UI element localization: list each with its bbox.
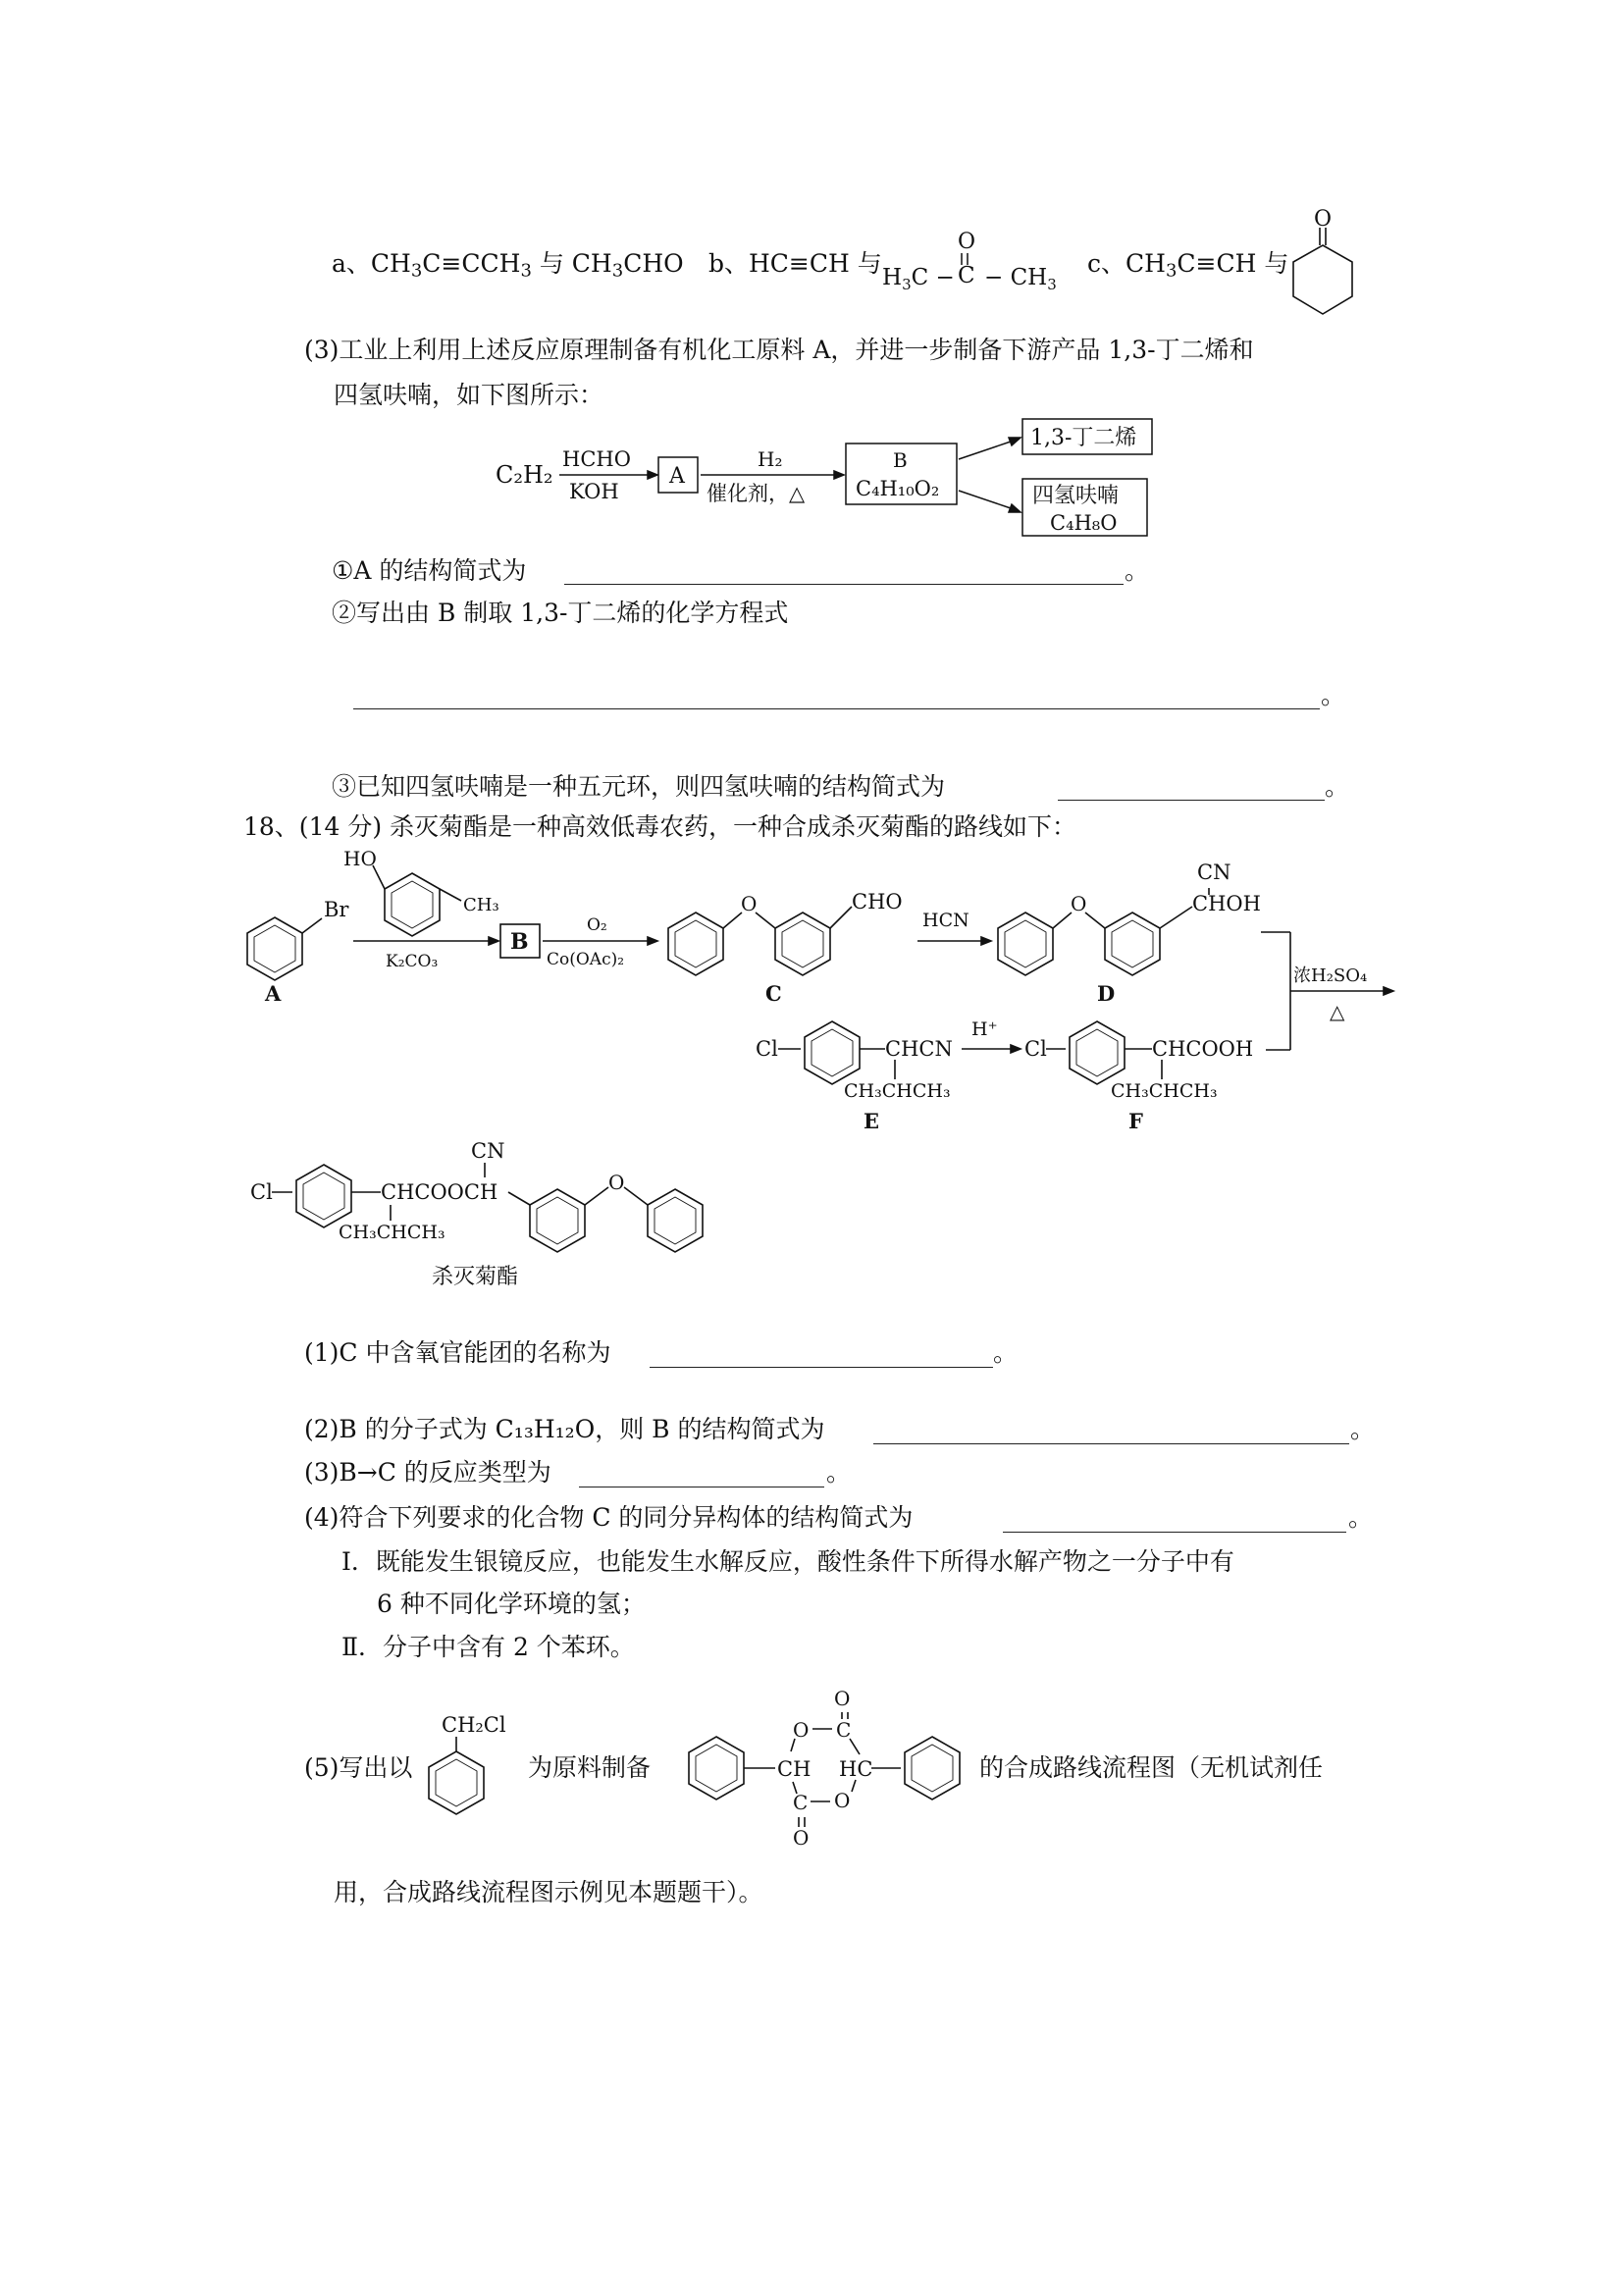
q3-line2: 四氢呋喃，如下图所示：	[334, 381, 604, 409]
ring-lact-left	[689, 1737, 744, 1800]
q18-sub1-blank[interactable]	[650, 1367, 993, 1368]
cyclohexanone-structure	[1293, 207, 1352, 314]
box-b: B	[510, 929, 529, 955]
q18-sub2-end: 。	[1350, 1415, 1376, 1443]
q5-structures	[429, 1687, 960, 1850]
q18-sub3-end: 。	[826, 1458, 852, 1487]
acetone-structure	[882, 230, 1057, 293]
box-b-bottom: C₄H₁₀O₂	[856, 477, 940, 500]
scheme-18	[247, 847, 1393, 1289]
box-a: A	[669, 464, 685, 489]
ch2cl-label: CH₂Cl	[442, 1713, 506, 1737]
q18-cond2: Ⅱ．分子中含有 2 个苯环。	[341, 1633, 635, 1661]
q3-sub3-end: 。	[1325, 772, 1350, 801]
product-name: 杀灭菊酯	[432, 1265, 519, 1289]
cyclohexanone-o: O	[1314, 207, 1333, 232]
d-cn: CN	[1197, 861, 1231, 884]
q18-sub2-blank[interactable]	[873, 1443, 1349, 1444]
prod-thf: 四氢呋喃	[1032, 484, 1120, 508]
c2h2: C₂H₂	[496, 461, 553, 489]
q18-heading: 18、(14 分) 杀灭菊酯是一种高效低毒农药，一种合成杀灭菊酯的路线如下：	[243, 812, 1077, 841]
ring-lact-right	[905, 1737, 960, 1800]
q3-sub1-blank[interactable]	[564, 584, 1124, 585]
label-a: A	[265, 981, 282, 1006]
q3-sub3-blank[interactable]	[1058, 800, 1325, 801]
q18-sub5-mid: 为原料制备	[528, 1753, 652, 1782]
q18-sub4: (4)符合下列要求的化合物 C 的同分异构体的结构简式为	[304, 1503, 914, 1532]
q18-sub2: (2)B 的分子式为 C₁₃H₁₂O，则 B 的结构简式为	[304, 1415, 825, 1443]
option-b-prefix: b、HC≡CH 与	[708, 249, 882, 278]
label-f: F	[1128, 1109, 1143, 1133]
opt-c-prefix: c、CH	[1087, 249, 1166, 278]
reagent-hcho: HCHO	[562, 447, 631, 471]
ring-e	[805, 1021, 860, 1084]
q18-sub5-pre: (5)写出以	[304, 1753, 413, 1782]
d-choh: CHOH	[1192, 892, 1261, 915]
c-cho: CHO	[852, 890, 903, 913]
conc-h2so4: 浓H₂SO₄	[1293, 965, 1368, 986]
p-cl: Cl	[250, 1180, 273, 1204]
ring-d2	[1105, 913, 1160, 975]
ring-d1	[998, 913, 1053, 975]
e-cl: Cl	[756, 1037, 778, 1061]
box-b-top: B	[893, 448, 908, 472]
f-cl: Cl	[1024, 1037, 1047, 1061]
hcn-label: HCN	[922, 910, 969, 931]
ring-p2	[530, 1189, 585, 1252]
q18-sub4-end: 。	[1348, 1503, 1374, 1532]
br-label: Br	[324, 898, 349, 921]
q18-sub1: (1)C 中含氧官能团的名称为	[304, 1338, 611, 1367]
q18-sub5-post: 的合成路线流程图（无机试剂任	[979, 1753, 1324, 1782]
reagent-koh: KOH	[569, 480, 619, 503]
label-c: C	[765, 981, 782, 1006]
p-cn: CN	[471, 1139, 505, 1163]
acetone-o: O	[958, 230, 976, 254]
q18-sub3: (3)B→C 的反应类型为	[304, 1458, 551, 1487]
ring-c1	[668, 913, 723, 975]
h-plus: H⁺	[971, 1018, 998, 1040]
ring-benzyl	[429, 1751, 484, 1814]
ho-label: HO	[343, 847, 377, 870]
d-ether-o: O	[1071, 892, 1087, 915]
q3-sub2-end: 。	[1321, 681, 1346, 709]
acetone-c: C	[958, 263, 975, 288]
q18-sub1-end: 。	[993, 1338, 1019, 1367]
ring-f	[1070, 1021, 1125, 1084]
cooac-label: Co(OAc)₂	[547, 950, 625, 969]
p-iso: CH₃CHCH₃	[339, 1222, 445, 1243]
option-a: a、$CH_3C\equiv CCH_3$ 与 $CH_3CHO$	[332, 249, 684, 282]
opt-a-with: 与 CH	[539, 249, 612, 278]
acetone-ch3: − $CH_3$	[984, 265, 1057, 293]
opt-c-rest: C≡CH 与	[1177, 249, 1289, 278]
lact-ch: CH	[777, 1757, 812, 1781]
lact-o-bottom: O	[834, 1789, 851, 1812]
ring-c2	[775, 913, 830, 975]
lact-hc: HC	[839, 1757, 873, 1781]
lact-o-keto-bottom: O	[793, 1826, 810, 1850]
q3-sub2: ②写出由 B 制取 1,3-丁二烯的化学方程式	[332, 599, 789, 627]
c-ether-o: O	[741, 892, 758, 915]
k2co3: K₂CO₃	[386, 952, 439, 971]
q3-line1: (3)工业上利用上述反应原理制备有机化工原料 A，并进一步制备下游产品 1,3-丁二烯和	[304, 336, 1254, 364]
acetone-h3c: $H_3C$ −	[882, 265, 955, 293]
prod-thf-formula: C₄H₈O	[1050, 511, 1118, 535]
q18-sub5-line2: 用，合成路线流程图示例见本题题干）。	[334, 1878, 763, 1906]
e-iso: CH₃CHCH₃	[844, 1080, 951, 1102]
lact-c-top: C	[836, 1718, 852, 1742]
q3-sub3: ③已知四氢呋喃是一种五元环，则四氢呋喃的结构简式为	[332, 772, 946, 801]
option-c-prefix: c、$CH_3C\equiv CH$ 与	[1087, 249, 1289, 282]
heat-18: △	[1330, 1000, 1345, 1023]
ring-p1	[296, 1165, 351, 1227]
ring-a	[247, 917, 302, 980]
q18-cond1a: Ⅰ．既能发生银镜反应，也能发生水解反应，酸性条件下所得水解产物之一分子中有	[341, 1547, 1234, 1576]
p-chain: CHCOOCH	[381, 1180, 498, 1204]
lact-o-keto-top: O	[834, 1687, 851, 1710]
q3-sub1-end: 。	[1125, 556, 1150, 585]
cresol-ch3: CH₃	[463, 895, 499, 915]
q18-cond1b: 6 种不同化学环境的氢；	[377, 1590, 646, 1618]
opt-a-cho: CHO	[623, 249, 684, 278]
scheme-3	[496, 419, 1152, 536]
o2-label: O₂	[587, 915, 607, 935]
q3-sub1: ①A 的结构简式为	[332, 556, 527, 585]
q18-sub4-blank[interactable]	[1003, 1532, 1346, 1533]
f-iso: CH₃CHCH₃	[1111, 1080, 1218, 1102]
opt-a-rest: C≡CCH	[422, 249, 521, 278]
ring-p3	[648, 1189, 703, 1252]
lact-o-top: O	[793, 1718, 810, 1742]
q3-sub2-blank[interactable]	[353, 708, 1320, 709]
ring-cresol	[385, 873, 440, 936]
prod-butadiene: 1,3-丁二烯	[1030, 426, 1137, 450]
h2-label: H₂	[758, 447, 783, 471]
p-ether-o: O	[608, 1171, 625, 1194]
lact-c-bottom: C	[793, 1791, 809, 1814]
opt-a-prefix: a、CH	[332, 249, 411, 278]
f-chcooh: CHCOOH	[1152, 1037, 1254, 1061]
e-chcn: CHCN	[885, 1037, 953, 1061]
label-e: E	[864, 1109, 880, 1133]
catalyst-label: 催化剂，△	[707, 482, 806, 505]
label-d: D	[1097, 981, 1116, 1006]
